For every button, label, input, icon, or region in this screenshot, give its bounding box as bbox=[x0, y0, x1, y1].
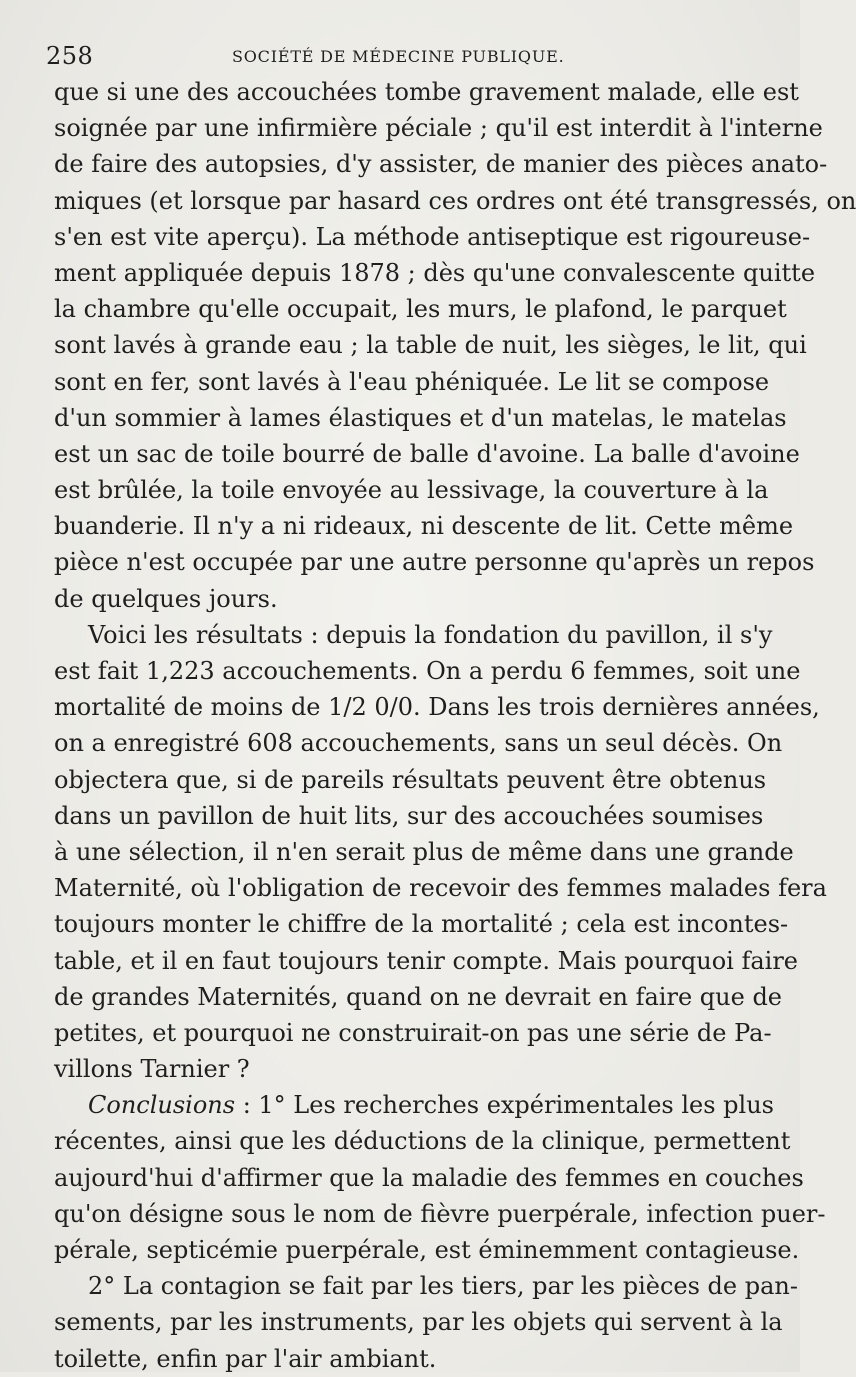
running-head: SOCIÉTÉ DE MÉDECINE PUBLIQUE. bbox=[232, 47, 565, 66]
text-line: Maternité, où l'obligation de recevoir des femmes malades fera bbox=[54, 874, 827, 903]
text-line: est fait 1,223 accouchements. On a perdu 6 femmes, soit une bbox=[54, 657, 801, 685]
text-line: mortalité de moins de 1/2 0/0. Dans les trois dernières années, bbox=[54, 693, 820, 722]
text-line: pièce n'est occupée par une autre personne qu'après un repos bbox=[54, 548, 815, 577]
text-line: à une sélection, il n'en serait plus de même dans une grande bbox=[54, 837, 794, 866]
text-line: buanderie. Il n'y a ni rideaux, ni descente de lit. Cette même bbox=[54, 512, 794, 541]
text-line: s'en est vite aperçu). La méthode antiseptique est rigoureuse- bbox=[54, 222, 811, 251]
conclusions-label: Conclusions bbox=[88, 1091, 236, 1120]
text-line: dans un pavillon de huit lits, sur des accouchées soumises bbox=[54, 801, 764, 830]
text-line: toujours monter le chiffre de la mortalité ; cela est incontes- bbox=[54, 910, 789, 939]
text-line: d'un sommier à lames élastiques et d'un matelas, le matelas bbox=[54, 403, 787, 432]
text-line: de faire des autopsies, d'y assister, de manier des pièces anato- bbox=[54, 150, 828, 179]
text-line: petites, et pourquoi ne construirait-on pas une série de Pa- bbox=[54, 1018, 772, 1047]
text-line: récentes, ainsi que les déductions de la clinique, permettent bbox=[54, 1127, 791, 1156]
text-line: ment appliquée depuis 1878 ; dès qu'une convalescente quitte bbox=[54, 258, 816, 287]
text-line: on a enregistré 608 accouchements, sans un seul décès. On bbox=[54, 729, 783, 758]
text-line: qu'on désigne sous le nom de fièvre puerpérale, infection puer- bbox=[54, 1199, 826, 1228]
text-line: villons Tarnier ? bbox=[54, 1055, 250, 1084]
body-text bbox=[54, 74, 856, 1377]
text-line: la chambre qu'elle occupait, les murs, le plafond, le parquet bbox=[54, 295, 787, 324]
text-line: table, et il en faut toujours tenir compte. Mais pourquoi faire bbox=[54, 946, 798, 975]
text-line: pérale, septicémie puerpérale, est éminemment contagieuse. bbox=[54, 1236, 800, 1264]
text-line: miques (et lorsque par hasard ces ordres ont été transgressés, on bbox=[54, 186, 856, 215]
text-line: sont lavés à grande eau ; la table de nuit, les sièges, le lit, qui bbox=[54, 331, 807, 360]
text-line: 2° La contagion se fait par les tiers, par les pièces de pan- bbox=[88, 1272, 798, 1301]
page-number: 258 bbox=[46, 42, 94, 70]
conclusions-first-line-text: : 1° Les recherches expérimentales les plus bbox=[235, 1091, 774, 1120]
text-line: sements, par les instruments, par les objets qui servent à la bbox=[54, 1308, 783, 1337]
text-line: est un sac de toile bourré de balle d'avoine. La balle d'avoine bbox=[54, 439, 800, 468]
conclusions-first-line bbox=[54, 1087, 774, 1123]
text-line: aujourd'hui d'affirmer que la maladie des femmes en couches bbox=[54, 1163, 804, 1192]
text-line: que si une des accouchées tombe gravement malade, elle est bbox=[54, 78, 799, 106]
text-line: objectera que, si de pareils résultats peuvent être obtenus bbox=[54, 765, 767, 794]
text-line: toilette, enfin par l'air ambiant. bbox=[54, 1344, 437, 1373]
text-line: soignée par une infirmière péciale ; qu'il est interdit à l'interne bbox=[54, 114, 823, 143]
text-line: sont en fer, sont lavés à l'eau phéniquée. Le lit se compose bbox=[54, 367, 770, 396]
page-header bbox=[46, 42, 786, 72]
text-line: de grandes Maternités, quand on ne devrait en faire que de bbox=[54, 982, 783, 1011]
text-line: de quelques jours. bbox=[54, 584, 278, 613]
text-line: est brûlée, la toile envoyée au lessivage, la couverture à la bbox=[54, 476, 769, 505]
text-line: Voici les résultats : depuis la fondation du pavillon, il s'y bbox=[88, 620, 773, 649]
